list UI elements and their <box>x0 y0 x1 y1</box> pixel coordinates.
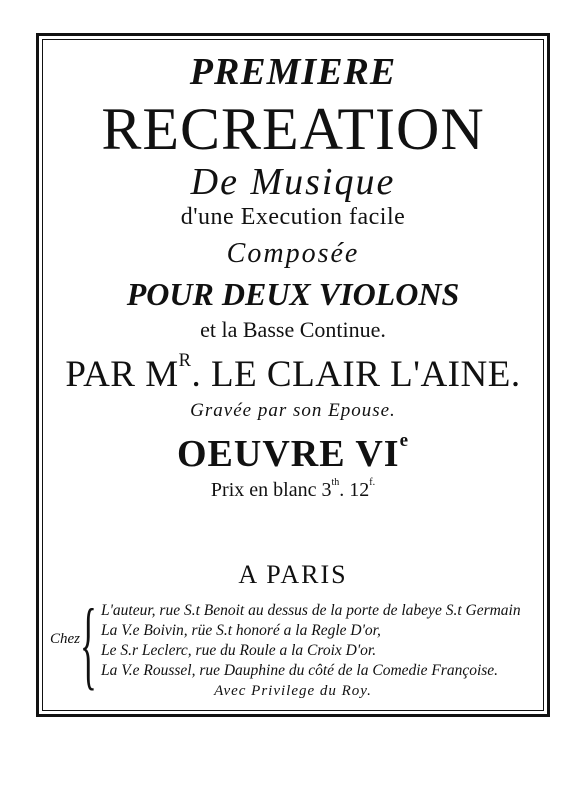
price-line <box>0 479 586 502</box>
opus-sup: e <box>399 430 410 451</box>
composer-line <box>0 353 586 396</box>
composer-name: . LE CLAIR L'AINE. <box>191 354 521 395</box>
subtitle-de-musique: De Musique <box>190 161 396 203</box>
price-sup-1: th <box>331 477 340 488</box>
opus-line <box>0 432 586 476</box>
basse-continue: et la Basse Continue. <box>200 317 386 342</box>
heading-premiere: PREMIERE <box>189 51 397 93</box>
address-line: La V.e Boivin, rüe S.t honoré a la Regle D'or, <box>101 622 381 639</box>
engraver-line: Gravée par son Epouse. <box>190 400 396 421</box>
address-line: Le S.r Leclerc, rue du Roule a la Croix D'or. <box>101 642 377 659</box>
price-mid: . 12 <box>339 479 370 501</box>
opus-number: OEUVRE VI <box>176 433 400 475</box>
instrumentation: POUR DEUX VIOLONS <box>126 276 460 312</box>
heading-recreation: RECREATION <box>101 96 485 162</box>
subtitle-execution: d'une Execution facile <box>180 204 406 230</box>
composer-prefix: PAR M <box>65 354 179 395</box>
chez-label: Chez <box>50 631 80 647</box>
subtitle-composee: Composée <box>226 238 360 269</box>
address-line: La V.e Roussel, rue Dauphine du côté de la Comedie Françoise. <box>101 662 499 679</box>
price-sup-2: f. <box>369 477 376 488</box>
city-line: A PARIS <box>238 560 348 589</box>
price-main: Prix en blanc 3 <box>210 479 332 501</box>
privilege-line: Avec Privilege du Roy. <box>214 683 372 699</box>
address-line: L'auteur, rue S.t Benoit au dessus de la porte de labeye S.t Germain <box>101 602 521 619</box>
composer-sup: R <box>178 351 192 371</box>
brace-glyph: { <box>80 588 97 699</box>
